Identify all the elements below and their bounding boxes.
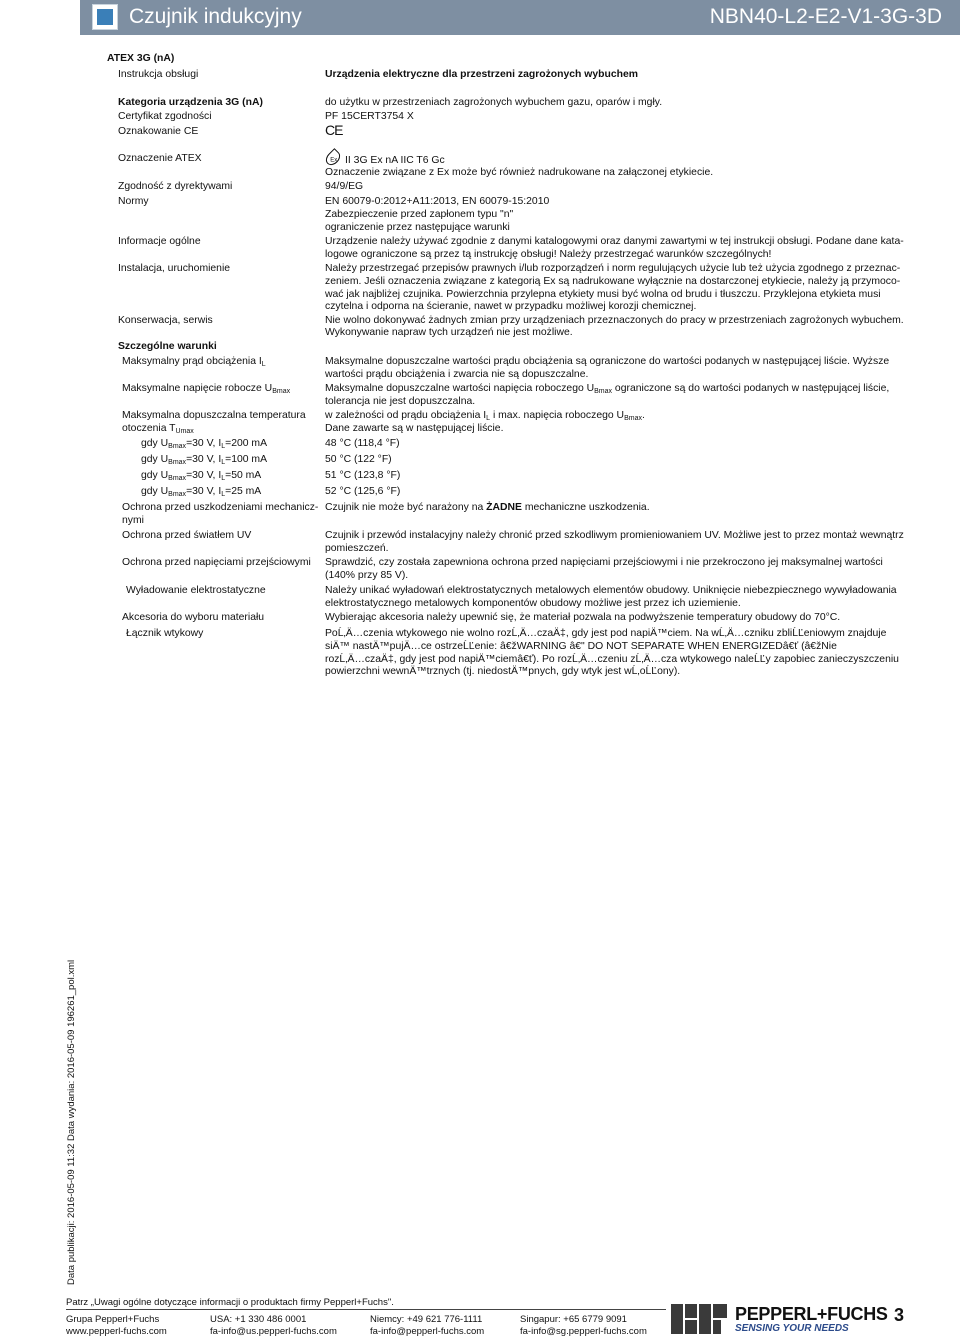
- category-label: Kategoria urządzenia 3G (nA): [118, 97, 263, 108]
- installation-line1: Należy przestrzegać przepisów prawnych i/lub rozporządzeń i norm regulujących użycie lub też użycia zgodnego z przeznac-: [325, 263, 901, 274]
- connector-line2: siÄ™ nastÄ™pujÄ…ce ostrzeĹĽenie: â€žWARNING â€" DO NOT SEPARATE WHEN ENERGIZEDâ€ť (â€žNie: [325, 641, 837, 652]
- footer-usa-phone: USA: +1 330 486 0001: [210, 1314, 307, 1325]
- temp-row-value: 48 °C (118,4 °F): [325, 438, 400, 449]
- temp-row-prefix: gdy U: [141, 470, 169, 481]
- max-voltage-line1: [325, 382, 889, 395]
- standards-line1: EN 60079-0:2012+A11:2013, EN 60079-15:2010: [325, 196, 550, 207]
- esd-line1: Należy unikać wyładowań elektrostatycznych metalowych elementów obudowy. Uniknięcie niebezpiecznego wywyładowania: [325, 585, 897, 596]
- max-current-sub: L: [261, 361, 266, 368]
- uv-line1: Czujnik i przewód instalacyjny należy chronić przed szkodliwym promieniowaniem UV. Możliwe jest to przez montaż wewnątrz: [325, 530, 904, 541]
- temp-row-sub2: L: [221, 491, 226, 498]
- standards-line2: Zabezpieczenie przed zapłonem typu "n": [325, 209, 514, 220]
- temp-row-sub1: Bmax: [168, 443, 187, 450]
- directive-value: 94/9/EG: [325, 181, 364, 192]
- temp-row-sub1: Bmax: [168, 475, 187, 482]
- max-temp-label-line2: [122, 422, 194, 435]
- general-line2: logowe ograniczone są przez tą instrukcję obsługi! Należy przestrzegać warunków szczególnych!: [325, 249, 772, 260]
- esd-line2: elektrostatycznego metalowych komponentów obudowy możliwe jest przez ich uziemienie.: [325, 598, 741, 609]
- atex-note: Oznaczenie związane z Ex może być również nadrukowane na załączonej etykiecie.: [325, 167, 714, 178]
- temp-row-prefix: gdy U: [141, 454, 169, 465]
- footer-group-name: Grupa Pepperl+Fuchs: [66, 1314, 160, 1325]
- installation-line2: zeniem. Jeśli oznaczenia związane z kategorią Ex są nadrukowane wyłącznie na dostarczonej etykiecie, należy ją przymoco-: [325, 276, 901, 287]
- ex-hexagon-icon: [323, 148, 343, 168]
- maintenance-label: Konserwacja, serwis: [118, 315, 213, 326]
- mechanical-value-bold: ŻADNE: [486, 502, 522, 513]
- atex-label: Oznaczenie ATEX: [118, 153, 202, 164]
- temp-row-condition: [141, 453, 267, 466]
- installation-label: Instalacja, uruchomienie: [118, 263, 231, 274]
- atex-value: [325, 152, 445, 167]
- temp-row-condition: [141, 485, 261, 498]
- footer-usa-email[interactable]: fa-info@us.pepperl-fuchs.com: [210, 1326, 337, 1337]
- mechanical-value-b: mechaniczne uszkodzenia.: [521, 502, 650, 513]
- transients-line1: Sprawdzić, czy została zapewniona ochrona przed napięciami przejściowymi i nie przekroczono jej maksymalnej wartości: [325, 557, 883, 568]
- page-number: 3: [894, 1305, 905, 1325]
- temp-row-value: 50 °C (122 °F): [325, 454, 392, 465]
- max-temp-value-a: w zależności od prądu obciążenia I: [325, 410, 487, 421]
- brand-tagline: SENSING YOUR NEEDS: [735, 1323, 849, 1334]
- pepperl-fuchs-logo: [671, 1302, 888, 1336]
- temp-row-mid: =30 V, I: [186, 486, 222, 497]
- ce-mark-icon: CE: [325, 122, 343, 138]
- max-current-symbol: I: [258, 356, 262, 367]
- max-temp-value-c: .: [641, 410, 645, 421]
- mechanical-label-line2: nymi: [122, 515, 144, 526]
- max-voltage-line2: tolerancja nie jest dopuszczalna.: [325, 396, 476, 407]
- special-title: Szczególne warunki: [118, 341, 217, 352]
- section-title: ATEX 3G (nA): [107, 53, 175, 64]
- temp-row-mid: =30 V, I: [186, 470, 222, 481]
- max-temp-value-sub2: Bmax: [624, 415, 642, 422]
- general-label: Informacje ogólne: [118, 236, 201, 247]
- connector-label: Łącznik wtykowy: [126, 628, 204, 639]
- temp-row-sub1: Bmax: [168, 459, 187, 466]
- accessories-label: Akcesoria do wyboru materiału: [122, 612, 265, 623]
- max-voltage-label-text: Maksymalne napięcie robocze: [122, 383, 262, 394]
- max-voltage-symbol: U: [264, 383, 273, 394]
- publication-info: Data publikacji: 2016-05-09 11:32 Data wydania: 2016-05-09 196261_pol.xml: [66, 959, 77, 1285]
- installation-line4: czytelna i odporna na ścieranie, nawet w przypadku możliwej korozji chemicznej.: [325, 301, 697, 312]
- max-current-line1: Maksymalne dopuszczalne wartości prądu obciążenia są ograniczone do wartości podanych w następującej liście. Wyższe: [325, 356, 890, 367]
- footer-divider: [66, 1309, 666, 1310]
- temp-row-prefix: gdy U: [141, 486, 169, 497]
- max-voltage-text-a: Maksymalne dopuszczalne wartości napięcia roboczego U: [325, 383, 595, 394]
- footer-singapore-email[interactable]: fa-info@sg.pepperl-fuchs.com: [520, 1326, 647, 1337]
- max-voltage-sub: Bmax: [272, 388, 291, 395]
- footer-germany-phone: Niemcy: +49 621 776-1111: [370, 1314, 483, 1325]
- maintenance-line1: Nie wolno dokonywać żadnych zmian przy urządzeniach przeznaczonych do pracy w przestrzeniach zagrożonych wybuchem.: [325, 315, 904, 326]
- accessories-value: Wybierając akcesoria należy upewnić się, że materiał pozwala na podwyższenie temperatury obudowy do 70°C.: [325, 612, 841, 623]
- manual-value: Urządzenia elektryczne dla przestrzeni zagrożonych wybuchem: [325, 69, 638, 80]
- maintenance-line2: Wykonywanie napraw tych urządzeń nie jest możliwe.: [325, 327, 573, 338]
- brand-name: PEPPERL+FUCHS: [735, 1304, 888, 1324]
- manual-label: Instrukcja obsługi: [118, 69, 199, 80]
- footer-col-singapore: [520, 1314, 647, 1338]
- installation-line3: wać jak najbliżej czujnika. Powierzchnia przylepna etykiety musi być wolna od brudu i tłuszczu. Przyklejona etykieta musi: [325, 289, 881, 300]
- connector-line4: powierzchni wewnÄ™trznych (tj. niedostÄ™pnych, gdy wtyk jest wĹ‚oĹĽony).: [325, 666, 681, 677]
- max-temp-value-b: i max. napięcia roboczego U: [490, 410, 625, 421]
- connector-line1: PoĹ‚Ä…czenia wtykowego nie wolno rozĹ‚Ä…czaÄ‡, gdy jest pod napiÄ™ciem. Na wĹ‚Ä…czniku zbliĹĽeniowym znajduje: [325, 628, 887, 639]
- directive-label: Zgodność z dyrektywami: [118, 181, 233, 192]
- atex-marking-text: II 3G Ex nA IIC T6 Gc: [345, 155, 445, 166]
- temp-row-sub1: Bmax: [168, 491, 187, 498]
- max-current-label-text: Maksymalny prąd obciążenia: [122, 356, 256, 367]
- temp-row-tail: =25 mA: [225, 486, 262, 497]
- temp-row-sub2: L: [221, 443, 226, 450]
- model-number: NBN40-L2-E2-V1-3G-3D: [709, 5, 942, 28]
- uv-label: Ochrona przed światłem UV: [122, 530, 252, 541]
- ex-symbol: Ex: [330, 157, 338, 164]
- connector-line3: rozĹ‚Ä…czaÄ‡, gdy jest pod napiÄ™ciemâ€ť). Po rozĹ‚Ä…czeniu zĹ‚Ä…cza wtykowego naleĹĽy zapobiec zanieczyszczeniu: [325, 654, 899, 665]
- max-temp-line2: Dane zawarte są w następującej liście.: [325, 423, 504, 434]
- temp-row-mid: =30 V, I: [186, 454, 222, 465]
- max-current-line2: wartości prądu obciążenia i zwarcia nie są dopuszczalne.: [325, 369, 589, 380]
- footer-singapore-phone: Singapur: +65 6779 9091: [520, 1314, 627, 1325]
- footer-website-link[interactable]: www.pepperl-fuchs.com: [66, 1326, 167, 1337]
- product-icon: [92, 4, 118, 30]
- general-line1: Urządzenie należy używać zgodnie z danymi katalogowymi oraz danymi zawartymi w tej instrukcji obsługi. Podane dane kata-: [325, 236, 904, 247]
- standards-label: Normy: [118, 196, 149, 207]
- footer-col-group: [66, 1314, 167, 1338]
- transients-line2: (140% przy 85 V).: [325, 570, 409, 581]
- ce-label: Oznakowanie CE: [118, 126, 199, 137]
- temp-row-value: 51 °C (123,8 °F): [325, 470, 401, 481]
- logo-mark-icon: [671, 1304, 729, 1334]
- footer-note: Patrz „Uwagi ogólne dotyczące informacji o produktach firmy Pepperl+Fuchs".: [66, 1297, 394, 1308]
- temp-row-prefix: gdy U: [141, 438, 169, 449]
- max-voltage-text-b: ograniczone są do wartości podanych w następującej liście,: [612, 383, 890, 394]
- mechanical-label-line1: Ochrona przed uszkodzeniami mechanicz-: [122, 502, 319, 513]
- temp-row-condition: [141, 437, 267, 450]
- temp-row-tail: =200 mA: [225, 438, 268, 449]
- max-temp-value-sub1: L: [486, 415, 491, 422]
- temp-row-condition: [141, 469, 261, 482]
- max-current-label: [122, 355, 266, 368]
- certificate-value: PF 15CERT3754 X: [325, 111, 414, 122]
- certificate-label: Certyfikat zgodności: [118, 111, 212, 122]
- max-temp-label-sub: Umax: [175, 428, 194, 435]
- footer-col-germany: [370, 1314, 484, 1338]
- transients-label: Ochrona przed napięciami przejściowymi: [122, 557, 311, 568]
- max-voltage-label: [122, 382, 290, 395]
- esd-label: Wyładowanie elektrostatyczne: [126, 585, 266, 596]
- standards-line3: ograniczenie przez następujące warunki: [325, 222, 510, 233]
- temp-row-tail: =50 mA: [225, 470, 262, 481]
- category-value: do użytku w przestrzeniach zagrożonych wybuchem gazu, oparów i mgły.: [325, 97, 663, 108]
- temp-row-tail: =100 mA: [225, 454, 268, 465]
- max-voltage-text-sub: Bmax: [594, 388, 613, 395]
- page-title: Czujnik indukcyjny: [129, 5, 302, 28]
- max-temp-label-text: otoczenia T: [122, 423, 176, 434]
- footer-germany-email[interactable]: fa-info@pepperl-fuchs.com: [370, 1326, 485, 1337]
- uv-line2: pomieszczeń.: [325, 543, 389, 554]
- mechanical-value: [325, 501, 650, 514]
- temp-row-mid: =30 V, I: [186, 438, 222, 449]
- temp-row-sub2: L: [221, 459, 226, 466]
- mechanical-value-a: Czujnik nie może być narażony na: [325, 502, 487, 513]
- temp-row-sub2: L: [221, 475, 226, 482]
- temp-row-value: 52 °C (125,6 °F): [325, 486, 401, 497]
- footer-col-usa: [210, 1314, 337, 1338]
- max-temp-value: [325, 409, 645, 422]
- max-temp-label-line1: Maksymalna dopuszczalna temperatura: [122, 410, 306, 421]
